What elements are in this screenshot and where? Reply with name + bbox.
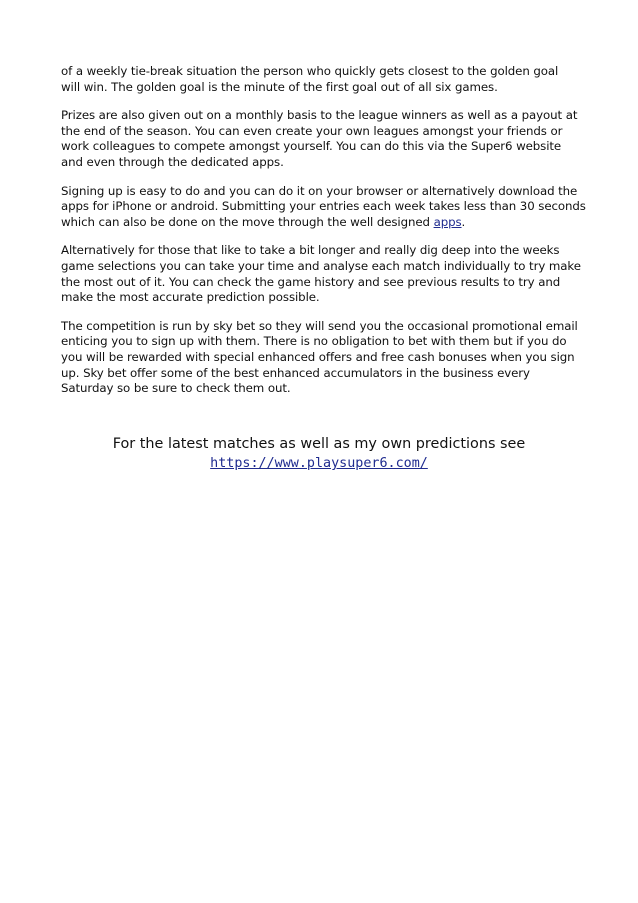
article-body [61,64,586,410]
footer-link-line [0,454,638,473]
footer-text: For the latest matches as well as my own predictions see [112,436,526,452]
text-line: the end of the season. You can even create your own leagues amongst your friends or [61,123,563,138]
paragraph-sky-bet [61,319,581,397]
text-line: work colleagues to compete amongst yourself. You can do this via the Super6 website [61,139,562,154]
text-line: Alternatively for those that like to take a bit longer and really dig deep into the weeks [61,243,560,258]
text-line: game selections you can take your time and analyse each match individually to try make [61,258,581,273]
text-line: Saturday so be sure to check them out. [61,381,291,396]
paragraph-signing-up [61,183,586,231]
text-line: The competition is run by sky bet so they will send you the occasional promotional email [61,318,578,333]
paragraph-alternatively [61,243,581,305]
apps-link[interactable]: apps [433,214,462,229]
text-line: the most out of it. You can check the game history and see previous results to try and [61,274,561,289]
text-line: Prizes are also given out on a monthly basis to the league winners as well as a payout at [61,108,578,123]
text-line: will win. The golden goal is the minute of the first goal out of all six games. [61,79,498,94]
text-line: Signing up is easy to do and you can do it on your browser or alternatively download the [61,183,578,198]
text-line: enticing you to sign up with them. There is no obligation to bet with them but if you do [61,334,567,349]
paragraph-tie-break [61,64,581,95]
text-line: and even through the dedicated apps. [61,154,284,169]
text-line: you will be rewarded with special enhanced offers and free cash bonuses when you sign [61,349,575,364]
text-line: apps for iPhone or android. Submitting your entries each week takes less than 30 seconds [61,199,586,214]
text-line: up. Sky bet offer some of the best enhanced accumulators in the business every [61,365,530,380]
playsuper6-link[interactable]: https://www.playsuper6.com/ [210,456,428,471]
text-line: of a weekly tie-break situation the person who quickly gets closest to the golden goal [61,64,559,78]
text-segment: . [461,214,466,229]
text-segment: which can also be done on the move through the well designed [61,214,434,229]
text-line [61,215,581,231]
paragraph-prizes [61,108,581,170]
footer-callout [0,435,638,473]
text-line: make the most accurate prediction possible. [61,290,320,305]
